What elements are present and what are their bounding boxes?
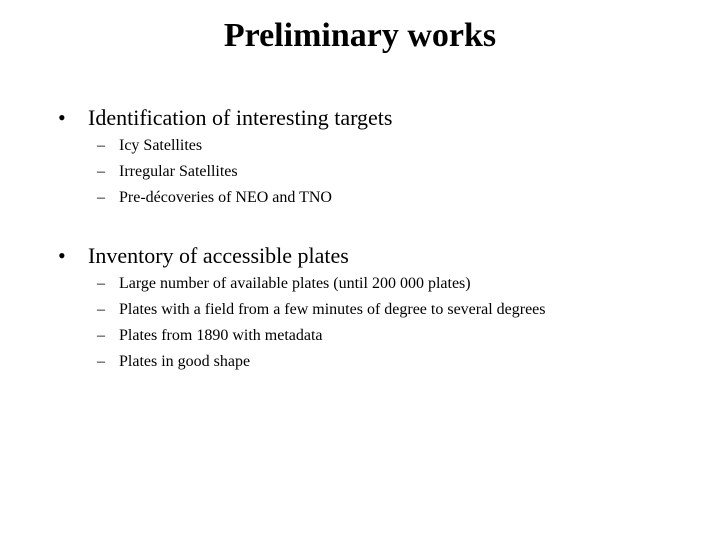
dash-icon: –	[97, 189, 105, 206]
sub-item-text: Plates with a field from a few minutes of degree to several degrees	[119, 301, 546, 318]
sub-item-text: Plates in good shape	[119, 353, 251, 370]
dash-icon: –	[97, 353, 105, 370]
bullet-identification	[58, 104, 392, 132]
bullet-inventory	[58, 242, 349, 270]
dash-icon: –	[97, 163, 105, 180]
sub-item-text: Pre-décoveries of NEO and TNO	[119, 189, 332, 206]
sub-item-icy-satellites	[97, 136, 202, 156]
sub-item-text: Plates from 1890 with metadata	[119, 327, 323, 344]
sub-item-from-1890	[97, 326, 323, 346]
bullet-text: Identification of interesting targets	[88, 105, 393, 130]
dash-icon: –	[97, 137, 105, 154]
sub-item-pre-decoveries	[97, 188, 332, 208]
sub-item-good-shape	[97, 352, 250, 372]
slide-title: Preliminary works	[223, 17, 497, 54]
sub-item-text: Icy Satellites	[119, 137, 203, 154]
sub-item-text: Large number of available plates (until 200 000 plates)	[119, 275, 471, 292]
dash-icon: –	[97, 327, 105, 344]
bullet-icon: •	[58, 105, 66, 130]
dash-icon: –	[97, 301, 105, 318]
bullet-text: Inventory of accessible plates	[88, 243, 349, 268]
bullet-icon: •	[58, 243, 66, 268]
sub-item-irregular-satellites	[97, 162, 238, 182]
sub-item-field	[97, 300, 546, 320]
sub-item-large-number	[97, 274, 471, 294]
dash-icon: –	[97, 275, 105, 292]
sub-item-text: Irregular Satellites	[119, 163, 238, 180]
